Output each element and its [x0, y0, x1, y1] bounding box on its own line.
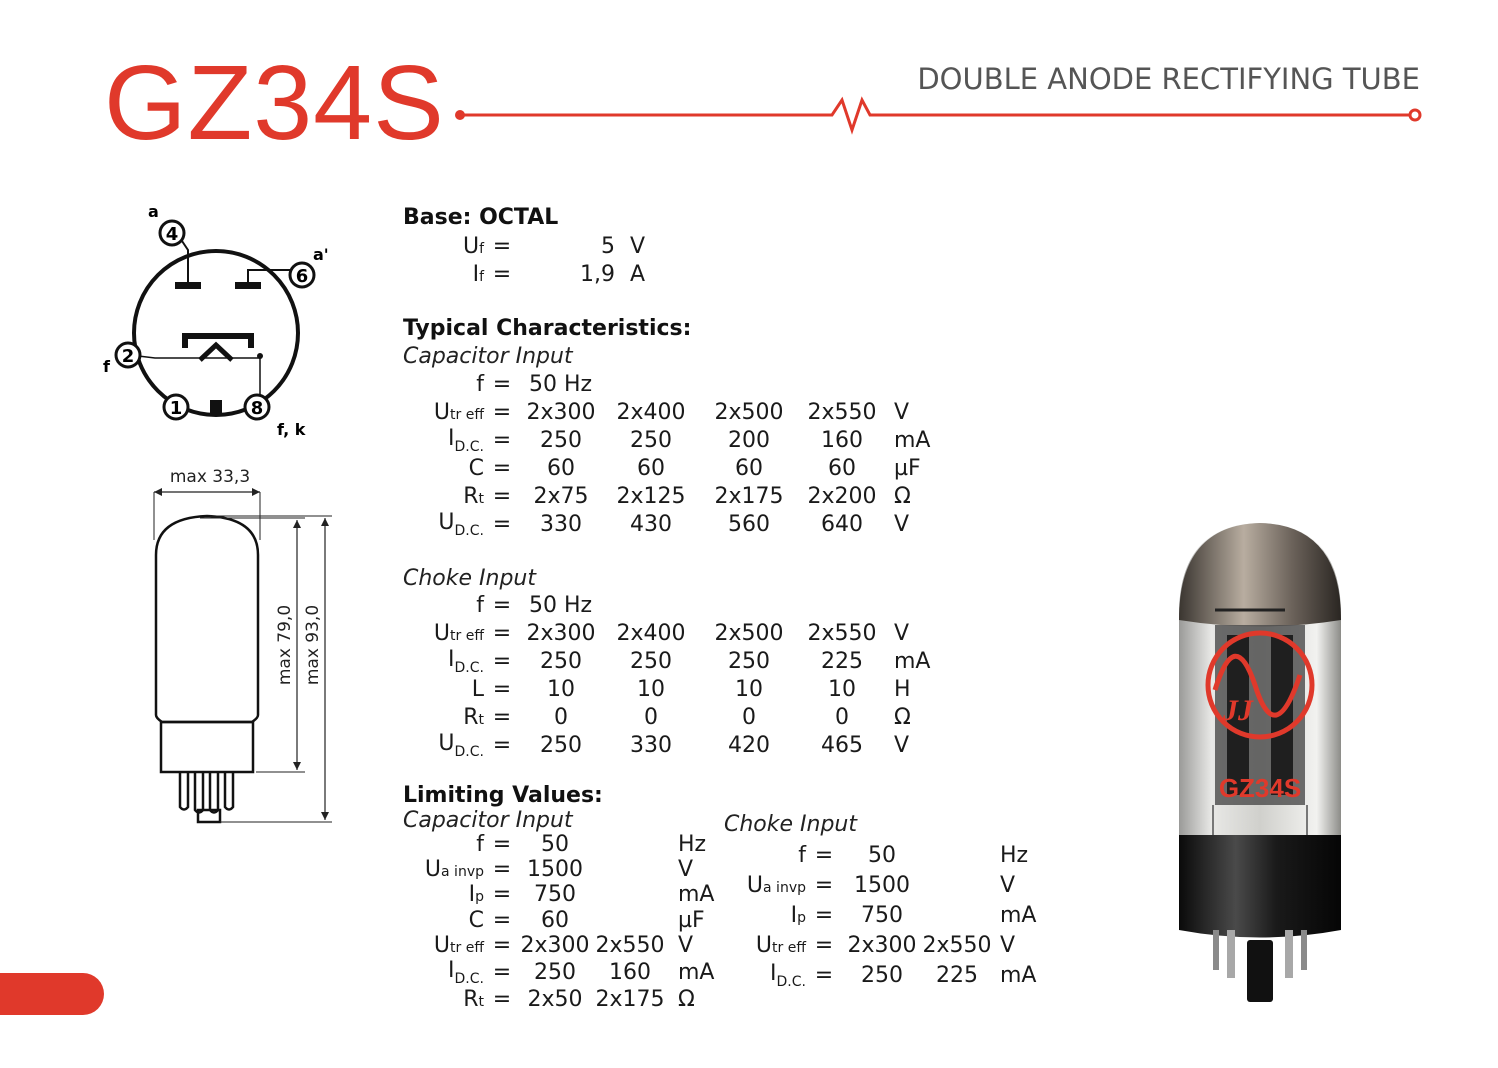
value-cell [922, 840, 992, 870]
typical-capacitor-table [398, 371, 930, 539]
value-cell: 1500 [527, 857, 583, 883]
dim-height-body: max 79,0 [275, 604, 295, 686]
value-cell: 750 [861, 902, 903, 928]
value-cell: 2x300 [847, 932, 917, 958]
value-cell: 250 [630, 649, 672, 675]
table-row [720, 960, 1036, 990]
label-a: a [148, 202, 159, 221]
svg-text:4: 4 [165, 224, 179, 245]
symbol-cell: Ip [790, 902, 806, 928]
table-row [398, 647, 930, 676]
value-cell: 2x200 [807, 484, 877, 510]
pin-8 [245, 395, 269, 419]
value-cell: 250 [630, 428, 672, 454]
value-cell: 250 [861, 962, 903, 988]
table-row [398, 731, 930, 760]
value-cell: 225 [936, 962, 978, 988]
value-cell: 160 [609, 959, 651, 985]
value-cell: 60 [735, 456, 763, 482]
symbol-cell: Ip [468, 882, 484, 908]
table-row: Uf = 5 V [462, 234, 646, 260]
equals-cell: = [492, 882, 512, 908]
symbol-cell: $I_{D.C.}$ [448, 647, 484, 677]
table-row: f = 50 Hz [476, 593, 593, 619]
unit-cell: Hz [678, 832, 707, 858]
svg-text:2: 2 [121, 346, 135, 367]
symbol-cell: Utr eff [433, 932, 484, 958]
symbol-cell: Ua invp [424, 857, 484, 883]
value-cell: 200 [728, 428, 770, 454]
page-title: GZ34S [104, 44, 445, 162]
svg-text:8: 8 [250, 398, 264, 419]
value-cell: 60 [541, 907, 569, 933]
symbol-cell: $U_{D.C.}$ [438, 510, 484, 540]
equals-cell: = [814, 902, 834, 928]
value-cell: 2x550 [807, 620, 877, 646]
value-cell: 2x300 [526, 620, 596, 646]
equals-cell: = [492, 399, 512, 425]
typical-capacitor-label: Capacitor Input [403, 344, 573, 369]
symbol-cell: Utr eff [755, 932, 806, 958]
value-cell: 2x500 [714, 620, 784, 646]
value-cell [922, 900, 992, 930]
value-cell: 2x550 [595, 932, 665, 958]
symbol-cell: Rt [463, 705, 484, 731]
table-row [720, 870, 1036, 900]
table-row [398, 676, 930, 704]
table-row [398, 483, 930, 511]
equals-cell: = [814, 962, 834, 988]
symbol-cell: f [798, 842, 806, 868]
value-cell: 465 [821, 733, 863, 759]
equals-cell: = [492, 428, 512, 454]
table-row [398, 933, 714, 958]
pin-diagram [100, 200, 340, 440]
typical-heading: Typical Characteristics: [403, 316, 692, 341]
unit-cell: mA [894, 649, 931, 675]
symbol-cell: $I_{D.C.}$ [448, 957, 484, 987]
unit-cell: mA [1000, 902, 1037, 928]
limiting-capacitor-table [398, 832, 714, 1012]
table-row [398, 908, 714, 933]
value-cell: 10 [828, 677, 856, 703]
value-cell: 2x50 [527, 987, 583, 1013]
limiting-capacitor-label: Capacitor Input [403, 808, 573, 833]
equals-cell: = [814, 842, 834, 868]
pin-6 [290, 263, 314, 287]
table-row [720, 840, 1036, 870]
tube-photo [1165, 515, 1355, 1010]
value-cell: 225 [821, 649, 863, 675]
limiting-choke-table [720, 840, 1036, 990]
value-cell: 2x400 [616, 620, 686, 646]
value-cell: 10 [547, 677, 575, 703]
value-cell: 640 [821, 512, 863, 538]
unit-cell: µF [894, 456, 921, 482]
unit-cell: V [1000, 872, 1016, 898]
equals-cell: = [492, 733, 512, 759]
equals-cell: = [492, 705, 512, 731]
dim-width: max 33,3 [169, 467, 251, 487]
value-cell: 250 [728, 649, 770, 675]
value-cell: 2x550 [807, 399, 877, 425]
tube-dimension-drawing [140, 460, 340, 830]
value-cell: 750 [534, 882, 576, 908]
typical-choke-table [398, 592, 930, 760]
value-cell: 2x175 [595, 987, 665, 1013]
symbol-cell: Rt [463, 484, 484, 510]
unit-cell: V [894, 620, 910, 646]
equals-cell: = [492, 857, 512, 883]
value-cell: 2x300 [526, 399, 596, 425]
table-row [398, 399, 930, 427]
typical-choke-label: Choke Input [403, 566, 536, 591]
symbol-cell: Rt [463, 987, 484, 1013]
value-cell: 1500 [854, 872, 910, 898]
base-heading: Base: OCTAL [403, 205, 559, 230]
value-cell: 0 [742, 705, 756, 731]
table-row: If = 1,9 A [472, 261, 646, 287]
value-cell: 430 [630, 512, 672, 538]
unit-cell: V [894, 512, 910, 538]
label-fk: f, k [277, 420, 306, 439]
unit-cell: V [678, 857, 694, 883]
limiting-choke-label: Choke Input [724, 812, 857, 837]
symbol-cell: $I_{D.C.}$ [770, 960, 806, 990]
table-row [720, 930, 1036, 960]
symbol-cell: Utr eff [433, 620, 484, 646]
value-cell: 0 [644, 705, 658, 731]
value-cell: 330 [630, 733, 672, 759]
value-cell [590, 857, 670, 882]
pin-4 [160, 221, 184, 245]
table-row [398, 704, 930, 732]
svg-text:1: 1 [169, 398, 183, 419]
symbol-cell: $U_{D.C.}$ [438, 731, 484, 761]
table-row [720, 900, 1036, 930]
symbol-cell: $I_{D.C.}$ [448, 426, 484, 456]
value-cell: 160 [821, 428, 863, 454]
value-cell: 250 [540, 428, 582, 454]
unit-cell: Ω [678, 987, 695, 1013]
table-row [398, 832, 714, 857]
label-a-prime: a' [313, 245, 329, 264]
pin-2 [116, 343, 140, 367]
symbol-cell: C [468, 456, 484, 482]
equals-cell: = [492, 907, 512, 933]
svg-text:6: 6 [295, 266, 309, 287]
value-cell: 2x500 [714, 399, 784, 425]
equals-cell: = [492, 484, 512, 510]
unit-cell: Hz [1000, 842, 1029, 868]
value-cell: 2x125 [616, 484, 686, 510]
value-cell: 2x75 [533, 484, 589, 510]
equals-cell: = [492, 832, 512, 858]
symbol-cell: Ua invp [746, 872, 806, 898]
label-f: f [103, 357, 110, 376]
unit-cell: Ω [894, 705, 911, 731]
unit-cell: mA [894, 428, 931, 454]
unit-cell: H [894, 677, 911, 703]
unit-cell: V [894, 399, 910, 425]
unit-cell: mA [1000, 962, 1037, 988]
base-table [418, 233, 645, 288]
value-cell: 60 [547, 456, 575, 482]
dim-height-total: max 93,0 [303, 604, 323, 686]
value-cell: 0 [554, 705, 568, 731]
table-row [398, 426, 930, 455]
limiting-heading: Limiting Values: [403, 783, 603, 808]
symbol-cell: C [468, 907, 484, 933]
brand-mark: JJ [1223, 694, 1253, 727]
table-row [398, 857, 714, 882]
value-cell: 250 [540, 733, 582, 759]
value-cell: 10 [637, 677, 665, 703]
value-cell: 2x300 [520, 932, 590, 958]
equals-cell: = [492, 456, 512, 482]
value-cell: 60 [637, 456, 665, 482]
table-row: f = 50 Hz [476, 372, 593, 398]
unit-cell: V [678, 932, 694, 958]
page-subtitle: DOUBLE ANODE RECTIFYING TUBE [917, 62, 1420, 96]
symbol-cell: L [471, 677, 484, 703]
equals-cell: = [814, 932, 834, 958]
value-cell: 2x550 [922, 932, 992, 958]
unit-cell: Ω [894, 484, 911, 510]
unit-cell: V [894, 733, 910, 759]
value-cell: 50 [868, 842, 896, 868]
table-row [398, 958, 714, 987]
equals-cell: = [492, 932, 512, 958]
table-row [398, 620, 930, 648]
equals-cell: = [492, 649, 512, 675]
signal-line-graphic [450, 90, 1430, 140]
value-cell [590, 908, 670, 933]
equals-cell: = [492, 959, 512, 985]
equals-cell: = [814, 872, 834, 898]
equals-cell: = [492, 620, 512, 646]
unit-cell: µF [678, 907, 705, 933]
value-cell: 10 [735, 677, 763, 703]
value-cell: 2x175 [714, 484, 784, 510]
equals-cell: = [492, 677, 512, 703]
equals-cell: = [492, 512, 512, 538]
equals-cell: = [492, 987, 512, 1013]
symbol-cell: f [476, 832, 484, 858]
unit-cell: mA [678, 882, 715, 908]
value-cell: 250 [534, 959, 576, 985]
table-row [398, 987, 714, 1012]
value-cell: 0 [835, 705, 849, 731]
value-cell: 50 [541, 832, 569, 858]
tube-label: GZ34S [1218, 773, 1302, 803]
value-cell [590, 882, 670, 907]
value-cell: 2x400 [616, 399, 686, 425]
value-cell: 330 [540, 512, 582, 538]
value-cell [590, 832, 670, 857]
unit-cell: mA [678, 959, 715, 985]
table-row [398, 882, 714, 907]
value-cell: 560 [728, 512, 770, 538]
symbol-cell: Utr eff [433, 399, 484, 425]
value-cell: 250 [540, 649, 582, 675]
table-row [398, 510, 930, 539]
pin-1 [164, 395, 188, 419]
page-tab-marker [0, 973, 104, 1015]
table-row [398, 455, 930, 483]
value-cell: 60 [828, 456, 856, 482]
value-cell: 420 [728, 733, 770, 759]
unit-cell: V [1000, 932, 1016, 958]
value-cell [922, 870, 992, 900]
